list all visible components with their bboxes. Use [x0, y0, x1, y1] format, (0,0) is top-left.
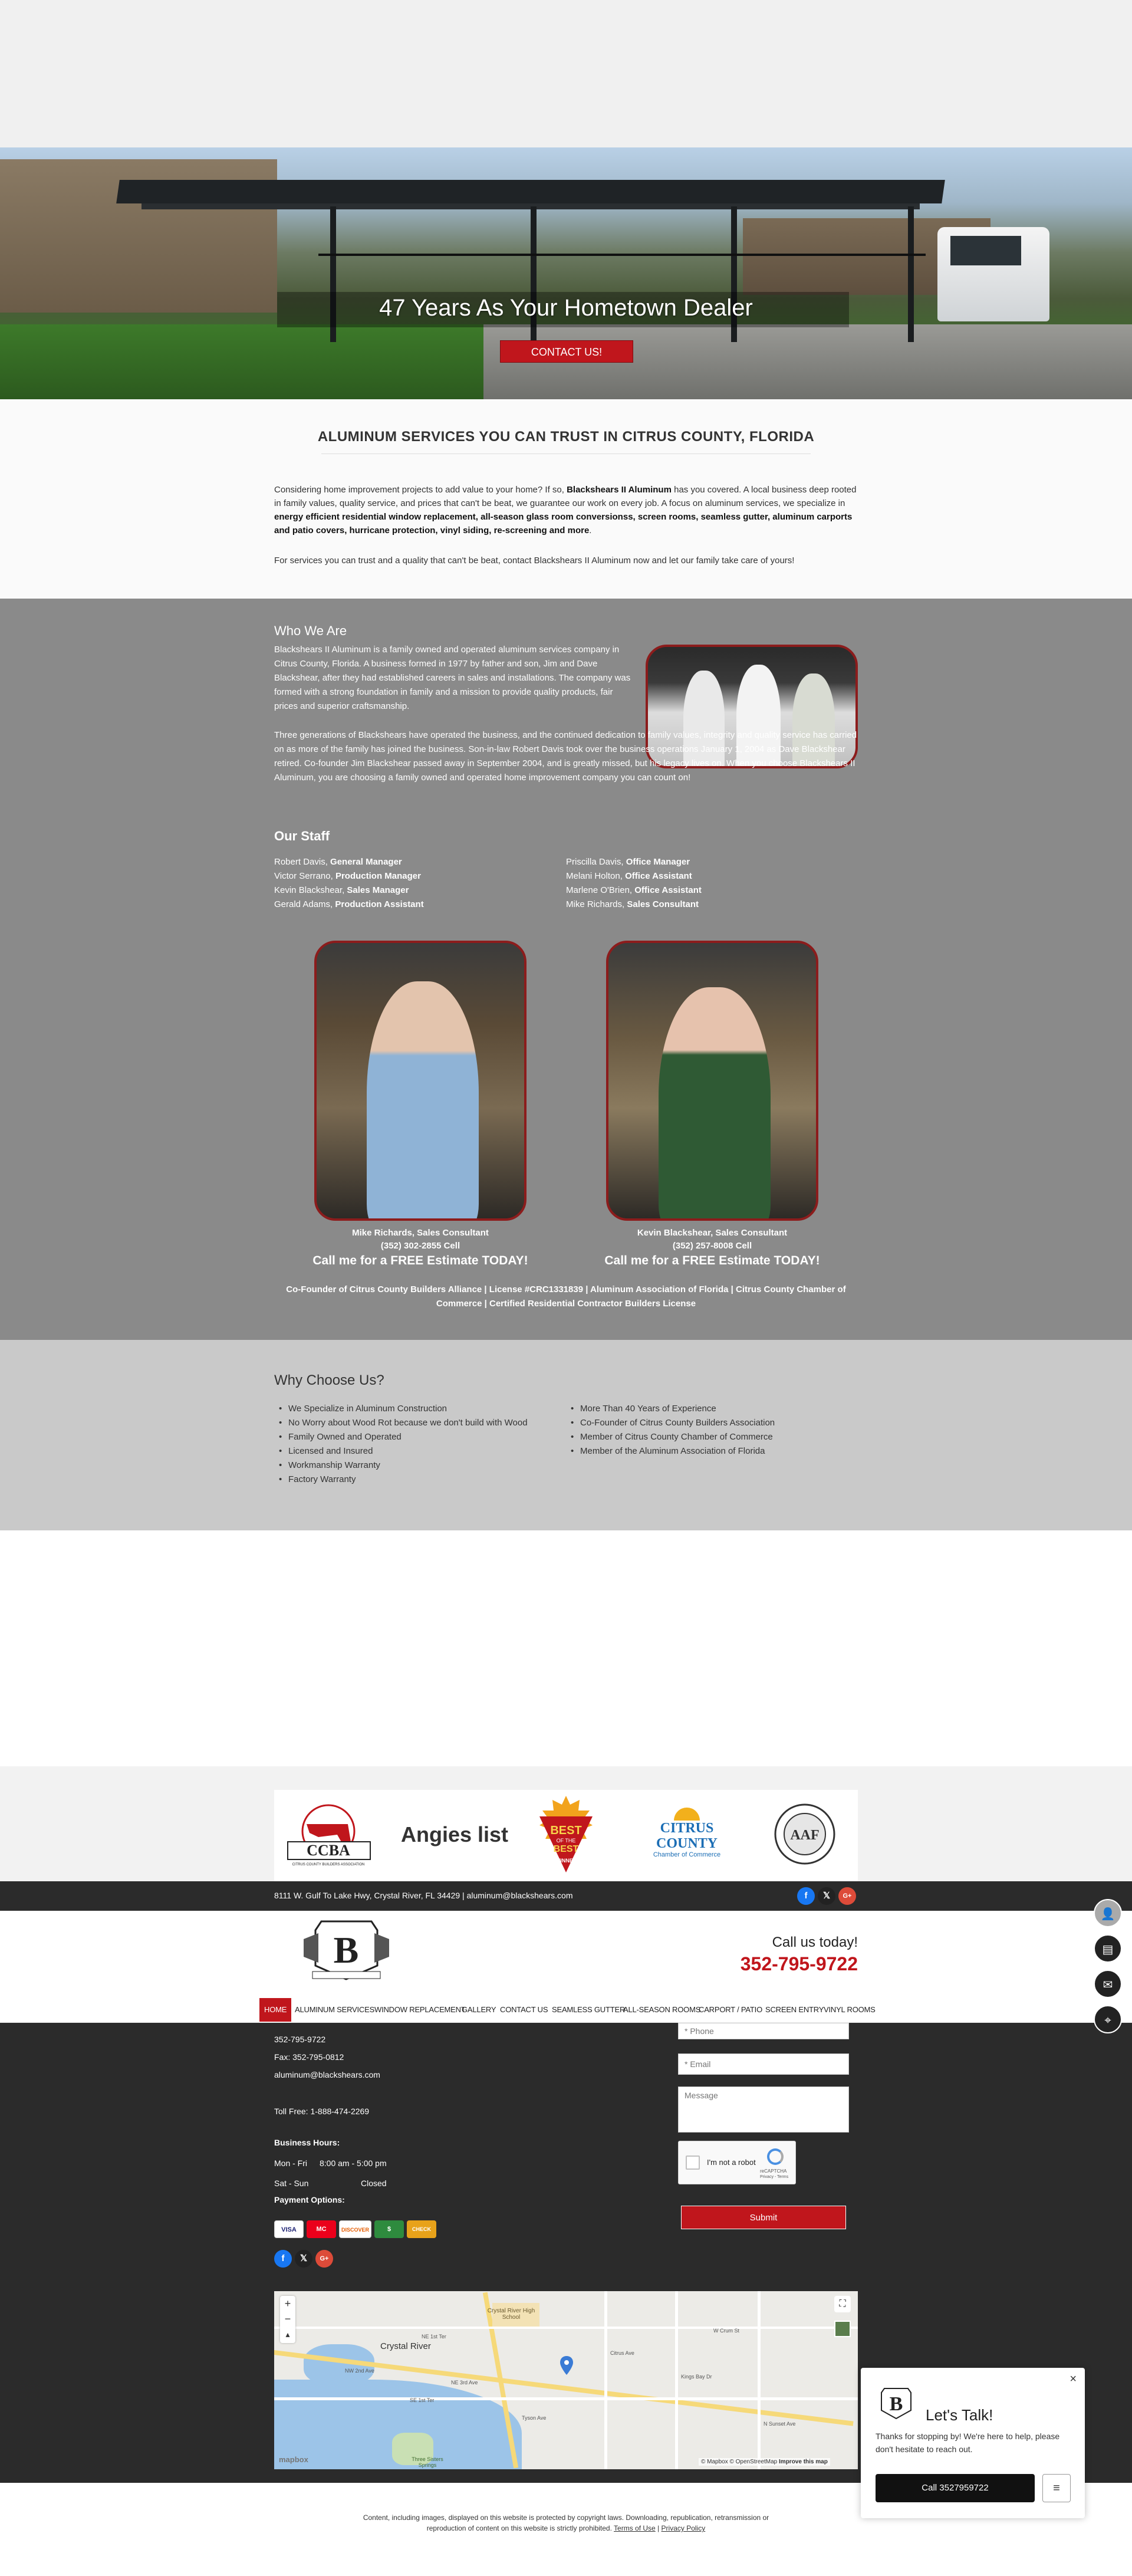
hours-day: Mon - Fri: [274, 2158, 307, 2168]
list-item: • Factory Warranty: [274, 1473, 557, 1487]
footer-phone[interactable]: 352-795-9722: [274, 2035, 326, 2044]
svg-text:OF THE: OF THE: [556, 1838, 576, 1844]
who-we-are-section: [0, 599, 1132, 1340]
list-item: • Workmanship Warranty: [274, 1458, 557, 1473]
email-field[interactable]: [678, 2053, 849, 2075]
zoom-out-icon[interactable]: −: [284, 2313, 291, 2325]
privacy-link[interactable]: Privacy Policy: [661, 2524, 706, 2532]
hours-day: Sat - Sun: [274, 2179, 309, 2188]
map-label: NE 3rd Ave: [451, 2380, 478, 2386]
fullscreen-icon[interactable]: ⛶: [834, 2296, 851, 2312]
chat-body: Thanks for stopping by! We're here to help, please don't hesitate to reach out.: [876, 2432, 1060, 2454]
svg-text:B: B: [333, 1929, 359, 1971]
map-label: N Sunset Ave: [764, 2421, 796, 2427]
svg-text:CCBA: CCBA: [307, 1842, 350, 1859]
kevin-blackshear-photo: [606, 941, 818, 1221]
recaptcha-widget: [678, 2141, 796, 2184]
x-twitter-icon[interactable]: 𝕏: [818, 1887, 835, 1905]
document-icon[interactable]: ▤: [1094, 1934, 1122, 1963]
who-paragraph-1: Blackshears II Aluminum is a family owned and operated aluminum services company in Citrus County, Florida. A business formed in 1977 by father and son, Jim and Dave Blackshear, after they had established careers in sales and installations. The company was formed with a strong foundation in family and a mission to provide quality products, fair prices and superior craftsmanship.: [274, 645, 631, 711]
aaf-logo: [772, 1802, 837, 1867]
nav-screen-entry[interactable]: SCREEN ENTRY: [765, 2005, 824, 2014]
map-label: W Crum St: [713, 2328, 739, 2334]
map-pin-icon[interactable]: ⌖: [1094, 2005, 1122, 2033]
improve-map-link[interactable]: Improve this map: [779, 2459, 828, 2465]
list-item: • We Specialize in Aluminum Construction: [274, 1402, 557, 1416]
map-zoom-controls: [280, 2296, 295, 2343]
hours-title: Business Hours:: [274, 2138, 340, 2147]
chat-menu-icon[interactable]: ≡: [1042, 2474, 1071, 2502]
nav-all-season-rooms[interactable]: ALL-SEASON ROOMS: [623, 2005, 701, 2014]
nav-seamless-gutter[interactable]: SEAMLESS GUTTER: [552, 2005, 626, 2014]
map-attribution: [699, 2458, 830, 2466]
hours-time: 8:00 am - 5:00 pm: [320, 2158, 387, 2168]
staff-entry: Kevin Blackshear, Sales Manager: [274, 885, 409, 895]
staff-entry: Victor Serrano, Production Manager: [274, 871, 421, 881]
map-road: [675, 2291, 678, 2469]
mike-richards-photo: [314, 941, 526, 1221]
why-choose-us-section: [0, 1340, 1132, 1530]
map-label: NE 1st Ter: [422, 2334, 446, 2340]
our-staff-title: Our Staff: [274, 829, 330, 843]
blank-area: [0, 1530, 1132, 1766]
blackshears-logo[interactable]: [301, 1915, 392, 1983]
hero-bus-window: [950, 236, 1021, 265]
location-map[interactable]: [274, 2291, 858, 2469]
staff-entry: Melani Holton, Office Assistant: [566, 871, 692, 881]
map-label: SE 1st Ter: [410, 2397, 435, 2403]
recaptcha-icon: [767, 2148, 784, 2165]
footer-fax: Fax: 352-795-0812: [274, 2052, 344, 2062]
recaptcha-checkbox[interactable]: [686, 2156, 700, 2170]
nav-window-replacement[interactable]: WINDOW REPLACEMENT: [374, 2005, 466, 2014]
map-label: Kings Bay Dr: [681, 2374, 712, 2380]
compass-icon[interactable]: ▴: [285, 2329, 290, 2339]
google-plus-icon[interactable]: G+: [315, 2250, 333, 2268]
partner-logos: [274, 1790, 858, 1881]
user-icon[interactable]: 👤: [1094, 1899, 1122, 1927]
why-list-left: [274, 1402, 557, 1487]
attribution-text: © Mapbox © OpenStreetMap: [701, 2459, 779, 2465]
services-list: energy efficient residential window replacement, all-season glass room conversionss, screen rooms, seamless gutter, aluminum carports and patio covers, hurricane protection, vinyl siding, re-screening and more: [274, 512, 853, 535]
facebook-icon[interactable]: f: [274, 2250, 292, 2268]
list-item: • Member of the Aluminum Association of Florida: [566, 1444, 849, 1458]
partner-logos-band: [0, 1766, 1132, 1881]
nav-vinyl-rooms[interactable]: VINYL ROOMS: [824, 2005, 876, 2014]
hero-carport-roof: [116, 180, 945, 203]
map-road: [758, 2291, 761, 2469]
call-us-label: Call us today!: [772, 1934, 858, 1950]
services-section: [0, 399, 1132, 599]
nav-gallery[interactable]: GALLERY: [462, 2005, 496, 2014]
services-text: has you covered. A local business deep rooted in family values, quality service, and prices that can't be beat, we guarantee our work on every job. A focus on aluminum services, we specialize in: [274, 485, 857, 508]
mapbox-logo: mapbox: [279, 2455, 308, 2464]
mastercard-icon: MC: [307, 2220, 336, 2238]
payment-title: Payment Options:: [274, 2195, 345, 2204]
svg-text:AAF: AAF: [790, 1828, 820, 1843]
nav-carport-patio[interactable]: CARPORT / PATIO: [699, 2005, 763, 2014]
consultant-2-caption: [577, 1227, 848, 1269]
svg-text:WINNER: WINNER: [555, 1858, 577, 1864]
svg-text:B: B: [889, 2393, 903, 2415]
list-item: • Licensed and Insured: [274, 1444, 557, 1458]
zoom-in-icon[interactable]: +: [284, 2298, 291, 2309]
nav-aluminum-services[interactable]: ALUMINUM SERVICES: [295, 2005, 375, 2014]
discover-icon: DISCOVER: [339, 2220, 371, 2238]
sun-icon: [674, 1808, 700, 1821]
copyright-line: Content, including images, displayed on this website is protected by copyright laws. Downloading, republication, retransmission or: [363, 2513, 769, 2522]
ccba-logo: [283, 1800, 374, 1868]
who-paragraph-2: Three generations of Blackshears have operated the business, and the continued dedication to family values, integrity and quality service has carried on as more of the family has joined the business. Son-in-law Robert Davis took over the business operations January 1, 2004 as Dave Blackshear retired. Co-founder Jim Blackshear passed away in September 2004, and is greatly missed, but his legacy lives on. When you choose Blackshears II Aluminum, you are choosing a family owned and operated home improvement company you can count on!: [274, 730, 857, 783]
staff-list-left: [274, 855, 539, 912]
map-road: [604, 2291, 607, 2469]
services-title: ALUMINUM SERVICES YOU CAN TRUST IN CITRUS COUNTY, FLORIDA: [317, 429, 815, 445]
hero-post: [908, 206, 914, 342]
best-of-best-logo: [534, 1793, 598, 1878]
map-location-pin-icon[interactable]: [560, 2356, 573, 2375]
footer-tollfree[interactable]: Toll Free: 1-888-474-2269: [274, 2107, 370, 2116]
hero-fence: [318, 254, 926, 256]
consultant-phone[interactable]: (352) 257-8008 Cell: [672, 1241, 752, 1251]
list-item: • No Worry about Wood Rot because we don't build with Wood: [274, 1416, 557, 1430]
chat-call-button[interactable]: Call 3527959722: [876, 2474, 1035, 2502]
copyright-text: [342, 2512, 790, 2534]
why-choose-us-title: Why Choose Us?: [274, 1372, 384, 1388]
check-icon: CHECK: [407, 2220, 436, 2238]
map-road: [274, 2327, 858, 2329]
footer-email[interactable]: aluminum@blackshears.com: [274, 2070, 380, 2079]
terms-link[interactable]: Terms of Use: [614, 2524, 656, 2532]
header-phone-link[interactable]: 352-795-9722: [740, 1953, 858, 1974]
services-text: .: [589, 525, 592, 535]
why-list-right: [566, 1402, 849, 1458]
staff-list-right: [566, 855, 831, 912]
consultant-cta: Call me for a FREE Estimate TODAY!: [604, 1254, 820, 1267]
phone-field[interactable]: [678, 2023, 849, 2039]
staff-entry: Mike Richards, Sales Consultant: [566, 899, 699, 909]
who-we-are-title: Who We Are: [274, 623, 347, 638]
map-label: NW 2nd Ave: [345, 2368, 374, 2374]
map-label: Three Sisters Springs: [412, 2456, 443, 2468]
map-label: Tyson Ave: [522, 2415, 547, 2421]
consultant-1-caption: [285, 1227, 556, 1269]
hours-time: Closed: [361, 2179, 387, 2188]
consultant-name: Mike Richards, Sales Consultant: [352, 1228, 489, 1238]
chamber-title: CITRUS COUNTY: [656, 1821, 718, 1851]
nav-home[interactable]: HOME: [259, 1998, 291, 2022]
chat-logo: [876, 2386, 917, 2421]
person-figure: [367, 981, 479, 1221]
recaptcha-terms[interactable]: Privacy - Terms: [760, 2175, 789, 2179]
staff-entry: Robert Davis, General Manager: [274, 857, 402, 867]
message-field[interactable]: [678, 2087, 849, 2133]
consultant-name: Kevin Blackshear, Sales Consultant: [637, 1228, 788, 1238]
staff-entry: Marlene O'Brien, Office Assistant: [566, 885, 702, 895]
angies-list-logo: Angies list: [401, 1822, 509, 1846]
site-header: [0, 1911, 1132, 1987]
map-label: Crystal River High School: [487, 2308, 535, 2321]
associations-text: Co-Founder of Citrus County Builders Alliance | License #CRC1331839 | Aluminum Association of Florida | Citrus County Chamber of Commerce | Certified Residential Contractor Builders License: [286, 1284, 846, 1309]
mail-icon[interactable]: ✉: [1094, 1970, 1122, 1998]
hero-banner: [0, 147, 1132, 399]
staff-entry: Priscilla Davis, Office Manager: [566, 857, 690, 867]
chat-title: Let's Talk!: [926, 2406, 993, 2424]
visa-icon: VISA: [274, 2220, 304, 2238]
copyright-line: reproduction of content on this website is strictly prohibited. Terms of Use | Privacy Policy: [426, 2524, 706, 2532]
recaptcha-brand: reCAPTCHA: [760, 2168, 787, 2174]
svg-text:CITRUS COUNTY BUILDERS ASSOCIA: CITRUS COUNTY BUILDERS ASSOCIATION: [292, 1863, 365, 1867]
consultant-cta: Call me for a FREE Estimate TODAY!: [312, 1254, 528, 1267]
services-text: Considering home improvement projects to add value to your home? If so,: [274, 485, 567, 495]
list-item: • Co-Founder of Citrus County Builders Association: [566, 1416, 849, 1430]
chamber-subtitle: Chamber of Commerce: [653, 1851, 721, 1858]
recaptcha-label: I'm not a robot: [707, 2158, 756, 2167]
staff-entry: Gerald Adams, Production Assistant: [274, 899, 424, 909]
services-paragraph: [274, 483, 858, 537]
chat-widget: [861, 2368, 1085, 2518]
services-closing-paragraph: For services you can trust and a quality that can't be beat, contact Blackshears II Aluminum now and let our family take care of yours!: [274, 556, 795, 566]
submit-button[interactable]: Submit: [681, 2206, 846, 2229]
contact-us-button[interactable]: CONTACT US!: [500, 340, 633, 363]
hero-title: 47 Years As Your Hometown Dealer: [379, 295, 753, 321]
list-item: • Family Owned and Operated: [274, 1430, 557, 1444]
map-road: [274, 2397, 858, 2400]
satellite-toggle-icon[interactable]: [834, 2321, 851, 2337]
svg-text:BEST: BEST: [553, 1844, 579, 1854]
close-icon[interactable]: ×: [1070, 2373, 1077, 2386]
citrus-county-chamber-logo: [634, 1808, 740, 1861]
svg-text:BEST: BEST: [550, 1824, 582, 1837]
top-band: [0, 0, 1132, 147]
topbar-address: 8111 W. Gulf To Lake Hwy, Crystal River, FL 34429 | aluminum@blackshears.com: [274, 1891, 573, 1900]
nav-contact-us[interactable]: CONTACT US: [500, 2005, 548, 2014]
services-company-name: Blackshears II Aluminum: [567, 485, 672, 495]
contact-top-bar: [0, 1881, 1132, 1911]
consultant-phone[interactable]: (352) 302-2855 Cell: [380, 1241, 460, 1251]
person-figure: [659, 987, 771, 1221]
main-navigation: [0, 1987, 1132, 2023]
cash-icon: $: [374, 2220, 404, 2238]
map-label: Crystal River: [380, 2341, 431, 2351]
google-plus-icon[interactable]: G+: [838, 1887, 856, 1905]
x-twitter-icon[interactable]: 𝕏: [295, 2250, 312, 2268]
list-item: • Member of Citrus County Chamber of Commerce: [566, 1430, 849, 1444]
facebook-icon[interactable]: f: [797, 1887, 815, 1905]
list-item: • More Than 40 Years of Experience: [566, 1402, 849, 1416]
map-label: Citrus Ave: [610, 2350, 634, 2356]
